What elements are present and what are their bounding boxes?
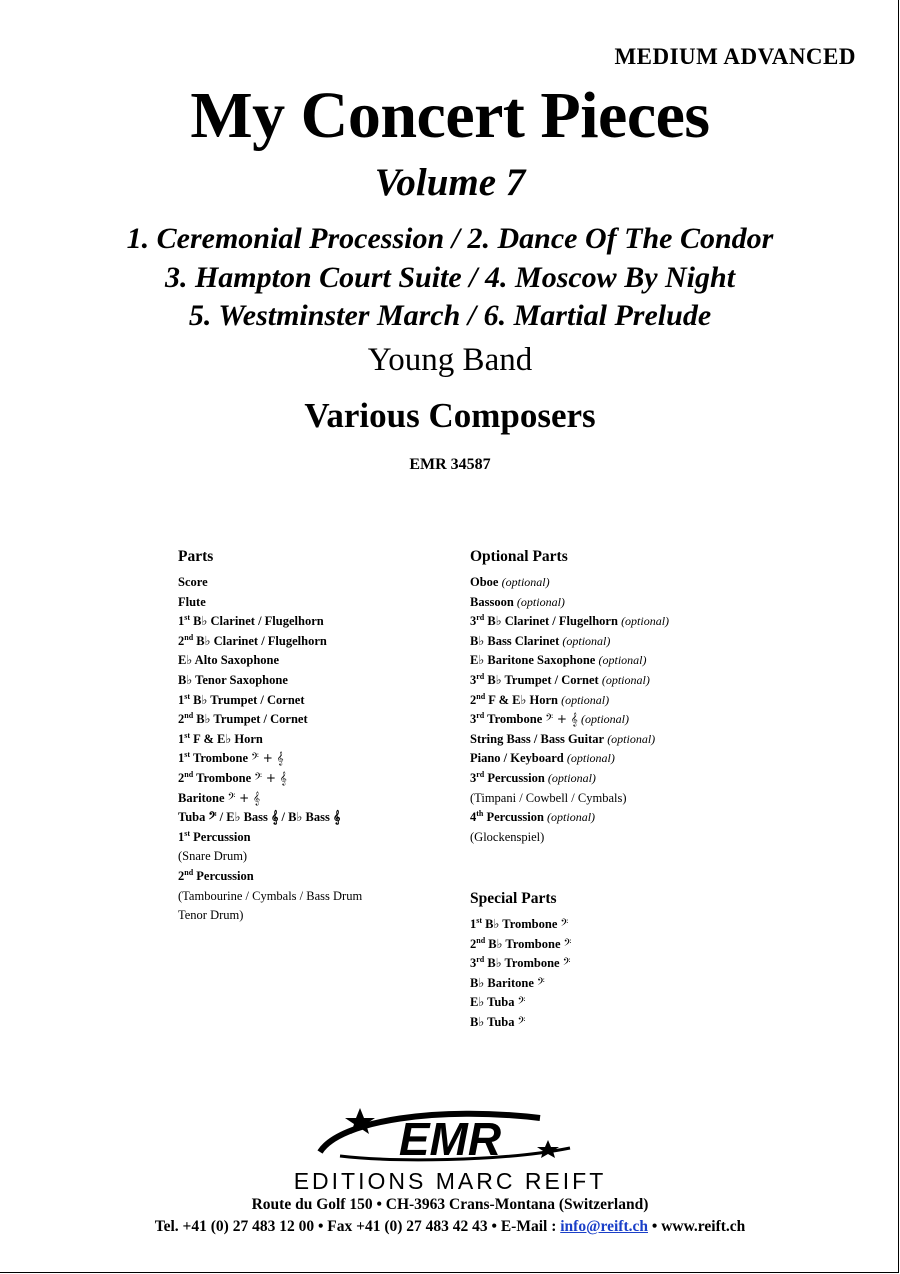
parts-heading: Parts — [178, 548, 214, 565]
part-item: 2nd F & E♭ Horn (optional) — [470, 691, 610, 707]
part-item: 2nd B♭ Clarinet / Flugelhorn — [178, 632, 327, 648]
part-item: 4th Percussion (optional) — [470, 809, 596, 825]
star-icon — [537, 1140, 559, 1158]
contact-line — [0, 1218, 900, 1236]
page-title: My Concert Pieces — [190, 79, 710, 152]
part-item: Baritone 𝄢 + 𝄞 — [178, 790, 261, 805]
piece-line: 3. Hampton Court Suite / 4. Moscow By Night — [164, 260, 736, 294]
special-parts-heading: Special Parts — [470, 890, 557, 907]
website: www.reift.ch — [661, 1218, 746, 1235]
clef-icon: 𝄢 + 𝄞 — [254, 770, 287, 785]
bullet: • — [317, 1218, 328, 1235]
emr-logo — [300, 1100, 600, 1170]
part-item: Score — [178, 575, 208, 589]
part-item: 1st F & E♭ Horn — [178, 730, 263, 746]
part-item: Flute — [178, 594, 206, 609]
part-item: 1st B♭ Trumpet / Cornet — [178, 691, 305, 707]
part-item: E♭ Alto Saxophone — [178, 653, 280, 668]
part-item: B♭ Tenor Saxophone — [178, 672, 288, 687]
part-note: (Tambourine / Cymbals / Bass Drum — [178, 888, 363, 903]
part-item: Tuba 𝄢 / E♭ Bass 𝄞 / B♭ Bass 𝄞 — [178, 810, 341, 825]
parts-list — [178, 548, 448, 926]
part-item: B♭ Tuba 𝄢 — [470, 1014, 526, 1029]
email-link[interactable]: info@reift.ch — [560, 1218, 648, 1235]
bullet: • — [491, 1218, 501, 1235]
difficulty-level: MEDIUM ADVANCED — [614, 44, 856, 69]
phone-number: Tel. +41 (0) 27 483 12 00 — [154, 1218, 315, 1235]
part-item: Piano / Keyboard (optional) — [470, 751, 615, 766]
part-item: B♭ Baritone 𝄢 — [470, 975, 545, 990]
part-item: E♭ Tuba 𝄢 — [470, 995, 526, 1010]
part-item: 3rd B♭ Trombone 𝄢 — [470, 955, 571, 971]
fax-number: Fax +41 (0) 27 483 42 43 — [327, 1218, 488, 1235]
part-note: (Snare Drum) — [178, 849, 248, 864]
part-item: Oboe (optional) — [470, 575, 550, 589]
clef-icon: 𝄢 — [537, 975, 545, 990]
email-label: E-Mail : — [500, 1218, 557, 1235]
piece-line: 5. Westminster March / 6. Martial Prelude — [188, 299, 712, 332]
composer-label: Various Composers — [304, 396, 596, 435]
logo-text: EMR — [398, 1113, 502, 1165]
catalog-number: EMR 34587 — [409, 456, 491, 473]
publisher-address: Route du Golf 150 • CH-3963 Crans-Montana (Switzerland) — [251, 1196, 649, 1213]
special-parts-list — [470, 890, 770, 1033]
optional-parts-heading: Optional Parts — [470, 548, 568, 565]
part-item: 1st Trombone 𝄢 + 𝄞 — [178, 750, 284, 766]
clef-icon: 𝄢 — [517, 1014, 526, 1029]
piece-line: 1. Ceremonial Procession / 2. Dance Of The Condor — [126, 222, 774, 255]
part-item: 3rd B♭ Trumpet / Cornet (optional) — [470, 671, 650, 687]
part-item: B♭ Bass Clarinet (optional) — [470, 633, 611, 648]
part-item: String Bass / Bass Guitar (optional) — [470, 731, 656, 746]
part-item: 2nd Trombone 𝄢 + 𝄞 — [178, 769, 287, 785]
part-item: 3rd Percussion (optional) — [470, 769, 596, 785]
clef-icon: 𝄢 + 𝄞 — [545, 712, 578, 727]
part-item: 2nd B♭ Trumpet / Cornet — [178, 711, 308, 727]
part-item: 1st B♭ Trombone 𝄢 — [470, 916, 569, 931]
clef-icon: 𝄢 — [517, 995, 526, 1010]
part-item: 1st B♭ Clarinet / Flugelhorn — [178, 613, 324, 629]
clef-icon: 𝄢 — [563, 936, 572, 951]
part-item: 3rd Trombone 𝄢 + 𝄞 (optional) — [470, 711, 630, 727]
part-note: (Glockenspiel) — [470, 829, 545, 844]
clef-icon: 𝄢 — [562, 956, 571, 971]
clef-icon: 𝄢 + 𝄞 — [227, 790, 261, 805]
clef-icon: 𝄢 + 𝄞 — [251, 751, 284, 766]
part-item: Bassoon (optional) — [470, 594, 565, 609]
ensemble-label: Young Band — [367, 342, 533, 378]
part-item: 2nd Percussion — [178, 867, 254, 883]
volume-label: Volume 7 — [374, 161, 526, 204]
piece-list — [0, 220, 900, 336]
part-note: (Timpani / Cowbell / Cymbals) — [470, 790, 627, 805]
publisher-name: EDITIONS MARC REIFT — [293, 1168, 607, 1194]
part-item: 2nd B♭ Trombone 𝄢 — [470, 935, 572, 951]
clef-icon: 𝄢 — [560, 917, 569, 931]
part-item: E♭ Baritone Saxophone (optional) — [470, 653, 647, 668]
bullet: • — [651, 1218, 662, 1235]
optional-parts-list — [470, 548, 770, 847]
part-item: 1st Percussion — [178, 828, 251, 844]
part-note: Tenor Drum) — [178, 908, 244, 923]
part-item: 3rd B♭ Clarinet / Flugelhorn (optional) — [470, 613, 670, 629]
